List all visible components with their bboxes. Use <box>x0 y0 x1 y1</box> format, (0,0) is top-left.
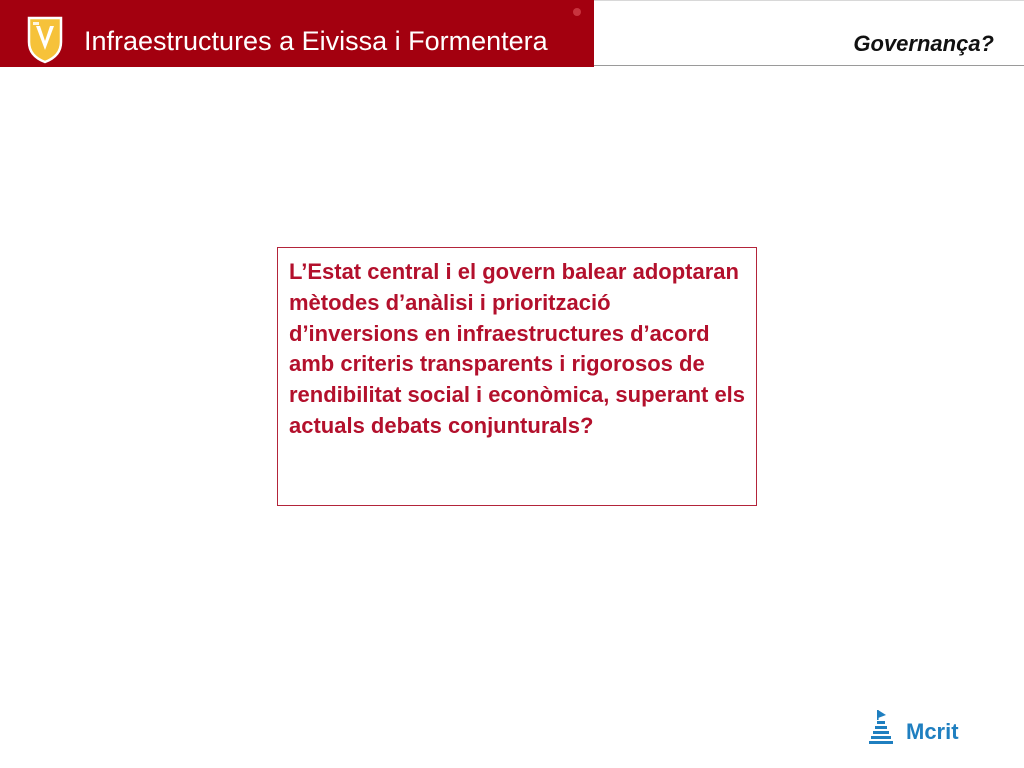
question-text: L’Estat central i el govern balear adoptaran mètodes d’anàlisi i priorització d’inversions en infraestructures d’acord amb criteris transparents i rigorosos de rendibilitat social i econòmica, superant els actuals debats conjunturals? <box>289 259 746 438</box>
pyramid-sail-logo-icon <box>868 709 898 745</box>
shield-logo-icon <box>26 14 64 64</box>
header-accent-dot <box>573 8 581 16</box>
brand-logo <box>868 709 968 749</box>
brand-name: Mcrit <box>906 719 959 744</box>
question-box <box>277 247 757 506</box>
header-top-line <box>594 0 1024 1</box>
section-label: Governança? <box>853 31 994 56</box>
page-title: Infraestructures a Eivissa i Formentera <box>84 26 548 56</box>
header-divider <box>594 65 1024 66</box>
